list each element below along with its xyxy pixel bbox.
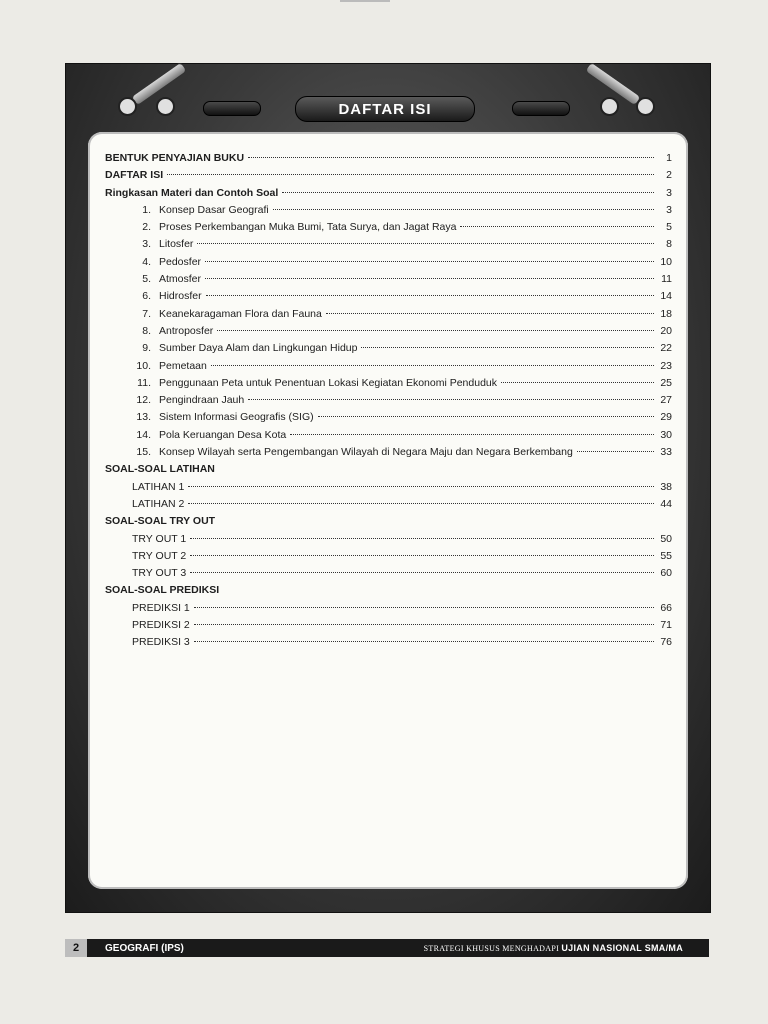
dot-leader: [211, 365, 654, 366]
left-ring-icon-2: [156, 97, 175, 116]
dot-leader: [318, 416, 654, 417]
toc-row: [105, 496, 672, 513]
scan-mark: [340, 0, 390, 2]
toc-row: [105, 548, 672, 565]
toc-page-number: 44: [660, 497, 672, 510]
toc-page-number: 11: [661, 273, 672, 286]
dot-leader: [190, 538, 654, 539]
toc-page-number: 22: [660, 342, 672, 355]
toc-entry-label: Litosfer: [159, 238, 194, 251]
toc-page-number: 10: [660, 255, 672, 268]
dot-leader: [188, 503, 654, 504]
toc-item-number: 10.: [136, 359, 151, 372]
toc-row: [105, 427, 672, 444]
toc-entry-label: LATIHAN 2: [132, 497, 185, 510]
left-ring-icon: [118, 97, 137, 116]
table-of-contents: [105, 150, 672, 652]
dot-leader: [190, 555, 654, 556]
toc-row: [105, 150, 672, 167]
toc-entry-label: Pengindraan Jauh: [159, 394, 245, 407]
toc-entry-label: Antroposfer: [159, 324, 214, 337]
toc-page-number: 1: [666, 152, 672, 164]
toc-page-number: 60: [660, 567, 672, 580]
toc-row: [105, 254, 672, 271]
toc-row: [105, 167, 672, 184]
dot-leader: [205, 261, 654, 262]
toc-row: [105, 479, 672, 496]
right-ring-icon-2: [636, 97, 655, 116]
toc-item-number: 4.: [142, 255, 151, 268]
header-banner: [295, 96, 475, 122]
toc-row: [105, 634, 672, 651]
toc-item-number: 7.: [142, 307, 151, 320]
series-title: UJIAN NASIONAL SMA/MA: [561, 943, 683, 953]
toc-row: [105, 271, 672, 288]
toc-item-number: 13.: [136, 411, 151, 424]
toc-page-number: 71: [660, 619, 672, 632]
toc-entry-label: TRY OUT 1: [132, 532, 187, 545]
toc-page-number: 3: [666, 186, 672, 199]
toc-row: [105, 565, 672, 582]
toc-entry-label: LATIHAN 1: [132, 480, 185, 493]
toc-item-number: 6.: [142, 290, 151, 303]
toc-entry-label: Penggunaan Peta untuk Penentuan Lokasi Kegiatan Ekonomi Penduduk: [159, 376, 498, 389]
series-prefix: STRATEGI KHUSUS MENGHADAPI: [423, 944, 560, 953]
toc-entry-label: TRY OUT 2: [132, 549, 187, 562]
page-number: 2: [65, 939, 87, 957]
toc-page-number: 55: [660, 549, 672, 562]
toc-entry-label: Keanekaragaman Flora dan Fauna: [159, 307, 322, 320]
toc-item-number: 8.: [142, 324, 151, 337]
dot-leader: [290, 434, 654, 435]
toc-page-number: 38: [660, 480, 672, 493]
toc-entry-label: Sumber Daya Alam dan Lingkungan Hidup: [159, 342, 358, 355]
dot-leader: [326, 313, 654, 314]
dot-leader: [167, 174, 654, 175]
dot-leader: [197, 243, 654, 244]
toc-row: [105, 375, 672, 392]
dot-leader: [206, 295, 654, 296]
toc-page-number: 5: [666, 221, 672, 234]
toc-page-number: 18: [660, 307, 672, 320]
dot-leader: [217, 330, 654, 331]
toc-entry-label: Sistem Informasi Geografis (SIG): [159, 411, 314, 424]
toc-entry-label: Konsep Wilayah serta Pengembangan Wilayah di Negara Maju dan Negara Berkembang: [159, 446, 573, 459]
toc-page-number: 2: [666, 169, 672, 182]
toc-page-number: 8: [666, 238, 672, 251]
toc-entry-label: PREDIKSI 2: [132, 619, 190, 632]
page-title: DAFTAR ISI: [338, 100, 432, 118]
dot-leader: [501, 382, 654, 383]
toc-entry-label: SOAL-SOAL LATIHAN: [105, 463, 215, 476]
toc-page-number: 25: [660, 376, 672, 389]
toc-page-number: 33: [660, 446, 672, 459]
series-label: [424, 943, 683, 953]
toc-entry-label: Ringkasan Materi dan Contoh Soal: [105, 186, 279, 199]
toc-entry-label: TRY OUT 3: [132, 567, 187, 580]
toc-item-number: 3.: [142, 238, 151, 251]
toc-row: [105, 288, 672, 305]
toc-row: [105, 513, 672, 530]
toc-item-number: 15.: [136, 446, 151, 459]
toc-entry-label: PREDIKSI 1: [132, 601, 190, 614]
toc-page-number: 30: [660, 428, 672, 441]
toc-entry-label: Pedosfer: [159, 255, 202, 268]
toc-entry-label: SOAL-SOAL TRY OUT: [105, 515, 216, 528]
toc-item-number: 2.: [142, 221, 151, 234]
toc-row: [105, 600, 672, 617]
dot-leader: [460, 226, 654, 227]
toc-row: [105, 409, 672, 426]
toc-item-number: 5.: [142, 273, 151, 286]
dot-leader: [361, 347, 654, 348]
toc-row: [105, 392, 672, 409]
toc-entry-label: DAFTAR ISI: [105, 169, 164, 182]
toc-item-number: 1.: [142, 203, 151, 216]
toc-entry-label: Hidrosfer: [159, 290, 202, 303]
toc-row: [105, 531, 672, 548]
toc-page-number: 27: [660, 394, 672, 407]
dot-leader: [188, 486, 654, 487]
toc-row: [105, 444, 672, 461]
toc-entry-label: SOAL-SOAL PREDIKSI: [105, 584, 220, 597]
toc-row: [105, 185, 672, 202]
toc-page-number: 23: [660, 359, 672, 372]
toc-entry-label: PREDIKSI 3: [132, 636, 190, 649]
dot-leader: [273, 209, 654, 210]
toc-row: [105, 461, 672, 478]
dot-leader: [190, 572, 654, 573]
toc-entry-label: Konsep Dasar Geografi: [159, 203, 269, 216]
dot-leader: [282, 192, 654, 193]
toc-page-number: 76: [660, 636, 672, 649]
toc-page-number: 3: [666, 203, 672, 216]
dot-leader: [205, 278, 654, 279]
subject-label: GEOGRAFI (IPS): [105, 942, 184, 954]
toc-entry-label: Pola Keruangan Desa Kota: [159, 428, 287, 441]
toc-page-number: 29: [660, 411, 672, 424]
toc-page-number: 66: [660, 601, 672, 614]
dot-leader: [248, 157, 654, 158]
toc-page-number: 20: [660, 324, 672, 337]
page-footer: [65, 939, 709, 957]
toc-row: [105, 582, 672, 599]
toc-row: [105, 236, 672, 253]
toc-page-number: 14: [660, 290, 672, 303]
toc-row: [105, 617, 672, 634]
right-ring-icon: [600, 97, 619, 116]
toc-row: [105, 202, 672, 219]
toc-entry-label: BENTUK PENYAJIAN BUKU: [105, 152, 245, 164]
toc-item-number: 9.: [142, 342, 151, 355]
toc-entry-label: Pemetaan: [159, 359, 207, 372]
right-header-pill: [512, 101, 570, 116]
toc-entry-label: Proses Perkembangan Muka Bumi, Tata Surya, dan Jagat Raya: [159, 221, 457, 234]
toc-page-number: 50: [660, 532, 672, 545]
dot-leader: [194, 641, 654, 642]
toc-row: [105, 219, 672, 236]
toc-item-number: 11.: [137, 376, 151, 389]
toc-entry-label: Atmosfer: [159, 273, 202, 286]
dot-leader: [248, 399, 654, 400]
dot-leader: [194, 607, 654, 608]
toc-row: [105, 358, 672, 375]
toc-item-number: 12.: [136, 394, 151, 407]
dot-leader: [577, 451, 654, 452]
toc-row: [105, 306, 672, 323]
toc-item-number: 14.: [136, 428, 151, 441]
toc-row: [105, 323, 672, 340]
toc-row: [105, 340, 672, 357]
dot-leader: [194, 624, 654, 625]
left-header-pill: [203, 101, 261, 116]
